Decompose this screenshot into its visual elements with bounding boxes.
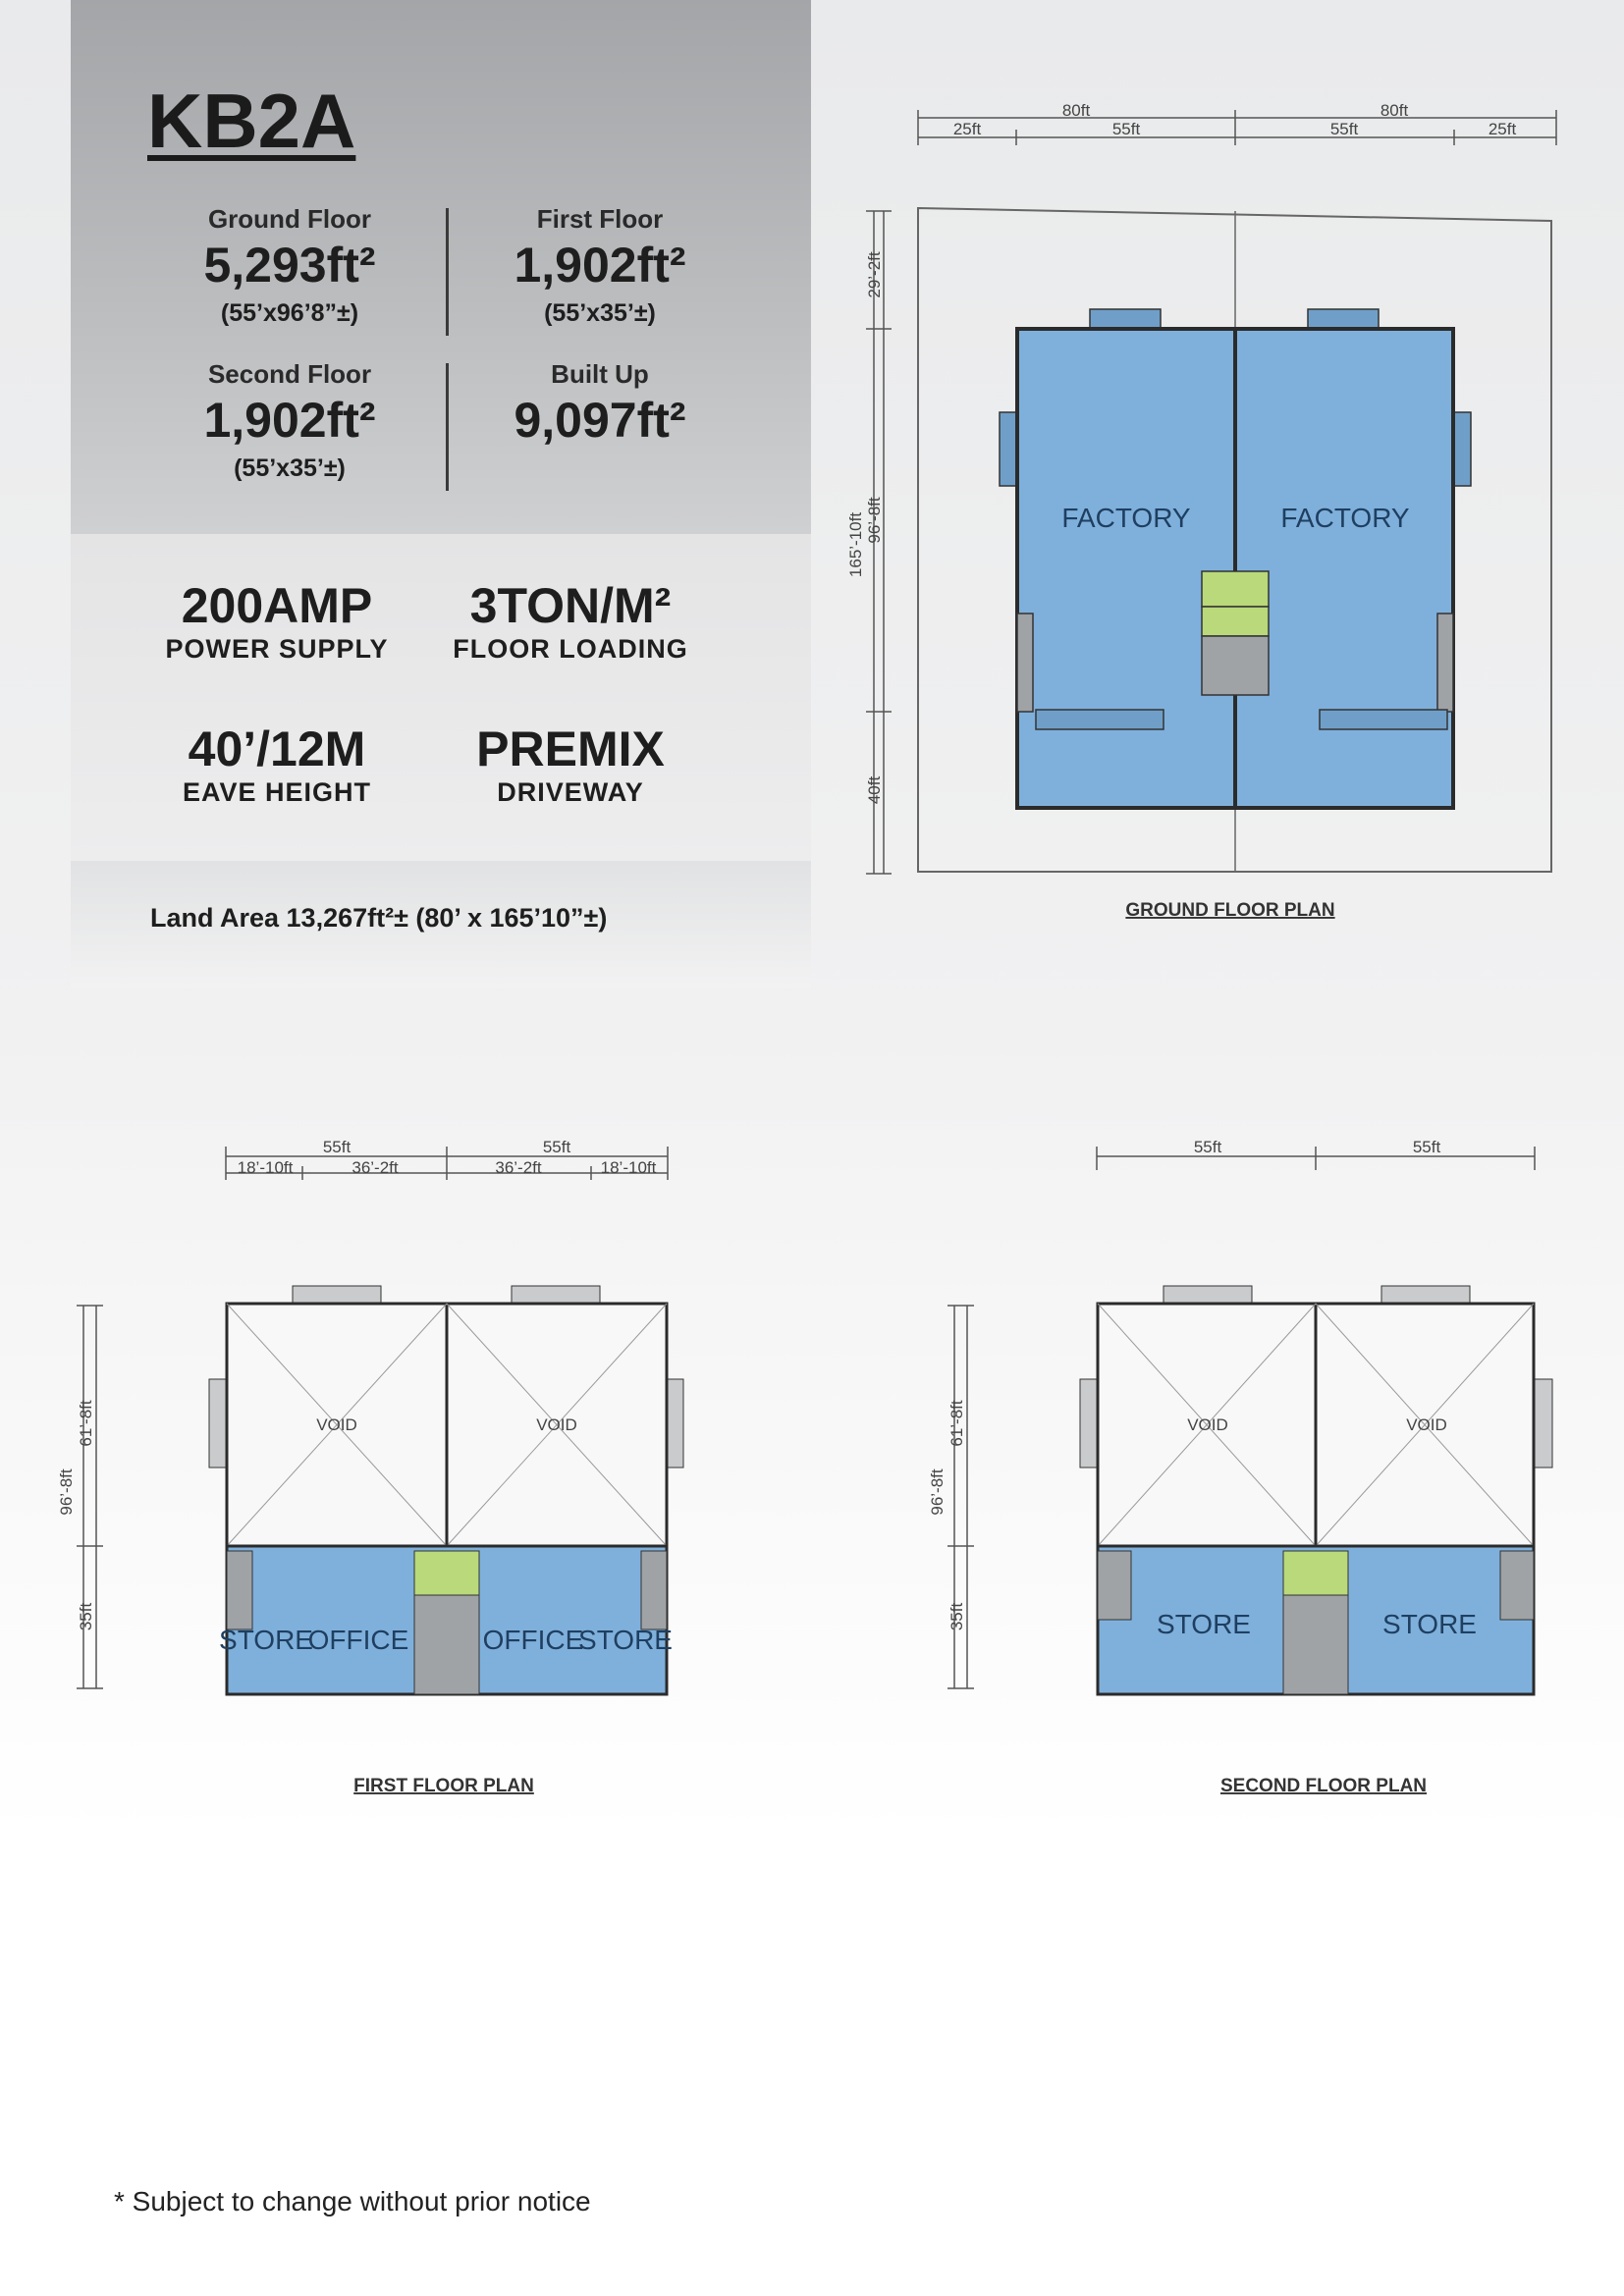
room-office: OFFICE [307,1625,409,1655]
void-label: VOID [1406,1415,1447,1434]
eave-height-label: EAVE HEIGHT [182,777,372,807]
dim-sub-3: 55ft [1329,120,1359,138]
second-floor-area: 1,902ft² [203,393,376,448]
dim-sub-2: 36’-2ft [352,1158,399,1177]
second-plan-caption: SECOND FLOOR PLAN [1219,1776,1428,1796]
dim-top-right: 55ft [1412,1138,1441,1156]
second-floor-dim: (55’x35’±) [234,454,346,482]
dim-sub-1: 18’-10ft [237,1158,294,1177]
room-store: STORE [578,1625,673,1655]
first-floor-stat [472,204,728,328]
first-floor-label: First Floor [536,204,664,234]
room-store: STORE [219,1625,313,1655]
dim-top-left: 55ft [1193,1138,1222,1156]
driveway-value: PREMIX [476,721,665,776]
first-floor-plan [59,1129,687,1806]
second-floor-plan [928,1129,1556,1806]
dim-sub-3: 36’-2ft [495,1158,542,1177]
dim-top-left: 55ft [322,1138,352,1156]
dim-side-4: 40ft [865,775,884,805]
first-plan-caption: FIRST FLOOR PLAN [353,1776,534,1796]
dim-side-1: 29’-2ft [865,251,884,298]
dim-side-1: 61’-8ft [947,1400,966,1447]
dim-sub-4: 18’-10ft [600,1158,657,1177]
eave-height-value: 40’/12M [188,721,366,776]
void-label: VOID [536,1415,577,1434]
second-floor-stat [162,359,417,483]
room-factory-right: FACTORY [1280,503,1410,533]
dim-top-right: 80ft [1380,101,1409,120]
dim-side-3: 96’-8ft [865,497,884,544]
land-area: Land Area 13,267ft²± (80’ x 165’10”±) [150,903,608,933]
dim-side-2: 96’-8ft [928,1468,947,1516]
ground-plan-caption: GROUND FLOOR PLAN [1125,900,1335,921]
ground-floor-label: Ground Floor [207,204,372,234]
dim-side-2: 165’-10ft [846,511,865,578]
unit-title: KB2A [147,78,356,164]
ground-floor-dim: (55’x96’8”±) [220,299,359,327]
room-store: STORE [1382,1609,1477,1639]
floor-loading-spec [423,578,718,665]
power-supply-spec [130,578,424,665]
dim-sub-1: 25ft [952,120,982,138]
divider [446,208,449,336]
ground-floor-plan [844,98,1571,933]
dim-side-3: 35ft [947,1602,966,1631]
first-floor-area: 1,902ft² [514,238,686,293]
dim-sub-2: 55ft [1111,120,1141,138]
built-up-area: 9,097ft² [514,393,686,448]
dim-top-left: 80ft [1061,101,1091,120]
eave-height-spec [130,721,424,808]
floor-loading-value: 3TON/M² [469,578,672,633]
divider [446,363,449,491]
dim-side-3: 35ft [77,1602,95,1631]
ground-floor-area: 5,293ft² [203,238,376,293]
void-label: VOID [316,1415,357,1434]
room-office: OFFICE [482,1625,584,1655]
driveway-label: DRIVEWAY [497,777,644,807]
void-label: VOID [1187,1415,1228,1434]
built-up-stat [472,359,728,448]
dim-side-1: 61’-8ft [77,1400,95,1447]
dim-side-2: 96’-8ft [57,1468,76,1516]
first-floor-dim: (55’x35’±) [544,299,656,327]
power-supply-value: 200AMP [181,578,373,633]
dim-sub-4: 25ft [1488,120,1517,138]
ground-floor-stat [162,204,417,328]
floor-loading-label: FLOOR LOADING [453,634,688,664]
room-store: STORE [1157,1609,1251,1639]
built-up-label: Built Up [551,359,649,389]
room-factory-left: FACTORY [1061,503,1191,533]
dim-top-right: 55ft [542,1138,571,1156]
disclaimer-note: * Subject to change without prior notice [114,2186,591,2216]
power-supply-label: POWER SUPPLY [165,634,389,664]
second-floor-label: Second Floor [207,359,372,389]
driveway-spec [423,721,718,808]
